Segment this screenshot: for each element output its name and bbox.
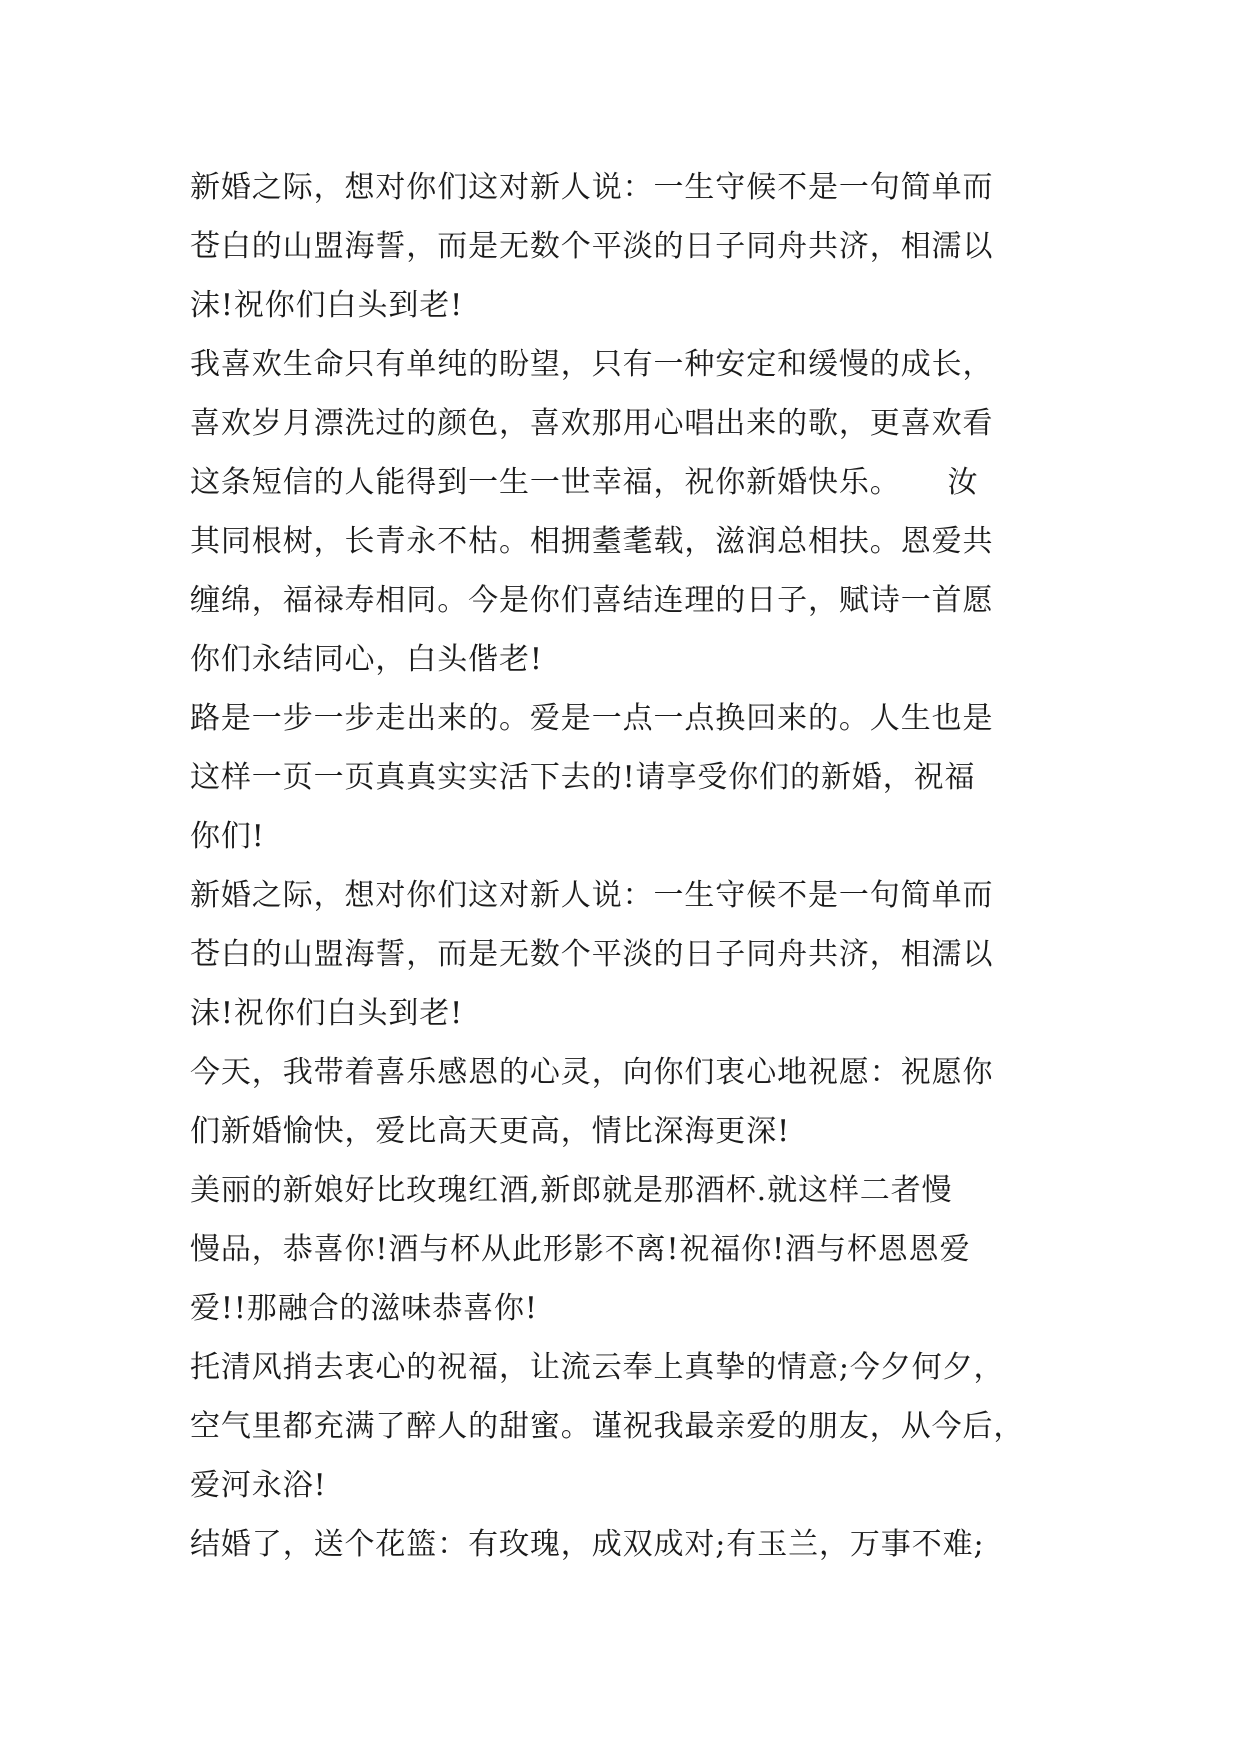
- text-line: 你们永结同心，白头偕老!: [190, 642, 543, 677]
- text-line: 其同根树，长青永不枯。相拥耋耄载，滋润总相扶。恩爱共: [190, 524, 994, 559]
- text-line: 结婚了，送个花篮：有玫瑰，成双成对;有玉兰，万事不难;: [190, 1527, 985, 1562]
- text-line: 新婚之际，想对你们这对新人说：一生守候不是一句简单而: [190, 878, 994, 913]
- text-line: 这样一页一页真真实实活下去的!请享受你们的新婚，祝福: [190, 760, 976, 795]
- text-line: 新婚之际，想对你们这对新人说：一生守候不是一句简单而: [190, 170, 994, 205]
- text-line: 美丽的新娘好比玫瑰红酒,新郎就是那酒杯.就这样二者慢: [190, 1173, 953, 1208]
- text-line: 慢品，恭喜你!酒与杯从此形影不离!祝福你!酒与杯恩恩爱: [190, 1232, 971, 1267]
- text-line: 们新婚愉快，爱比高天更高，情比深海更深!: [190, 1114, 791, 1149]
- text-line: 路是一步一步走出来的。爱是一点一点换回来的。人生也是: [190, 701, 994, 736]
- text-line: 爱!!那融合的滋味恭喜你!: [190, 1291, 538, 1326]
- text-line: 喜欢岁月漂洗过的颜色，喜欢那用心唱出来的歌，更喜欢看: [190, 406, 994, 441]
- text-line: 沫!祝你们白头到老!: [190, 996, 464, 1031]
- text-line: 这条短信的人能得到一生一世幸福，祝你新婚快乐。 汝: [190, 465, 979, 500]
- text-line: 空气里都充满了醉人的甜蜜。谨祝我最亲爱的朋友，从今后，: [190, 1409, 1025, 1444]
- document-body: [190, 158, 1070, 1574]
- text-line: 缠绵，福禄寿相同。今是你们喜结连理的日子，赋诗一首愿: [190, 583, 994, 618]
- text-line: 苍白的山盟海誓，而是无数个平淡的日子同舟共济，相濡以: [190, 229, 994, 264]
- text-line: 苍白的山盟海誓，而是无数个平淡的日子同舟共济，相濡以: [190, 937, 994, 972]
- text-line: 沫!祝你们白头到老!: [190, 288, 464, 323]
- text-line: 你们!: [190, 819, 265, 854]
- text-line: 爱河永浴!: [190, 1468, 327, 1503]
- text-line: 我喜欢生命只有单纯的盼望，只有一种安定和缓慢的成长，: [190, 347, 994, 382]
- text-line: 托清风捎去衷心的祝福，让流云奉上真挚的情意;今夕何夕，: [190, 1350, 1005, 1385]
- text-line: 今天，我带着喜乐感恩的心灵，向你们衷心地祝愿：祝愿你: [190, 1055, 994, 1090]
